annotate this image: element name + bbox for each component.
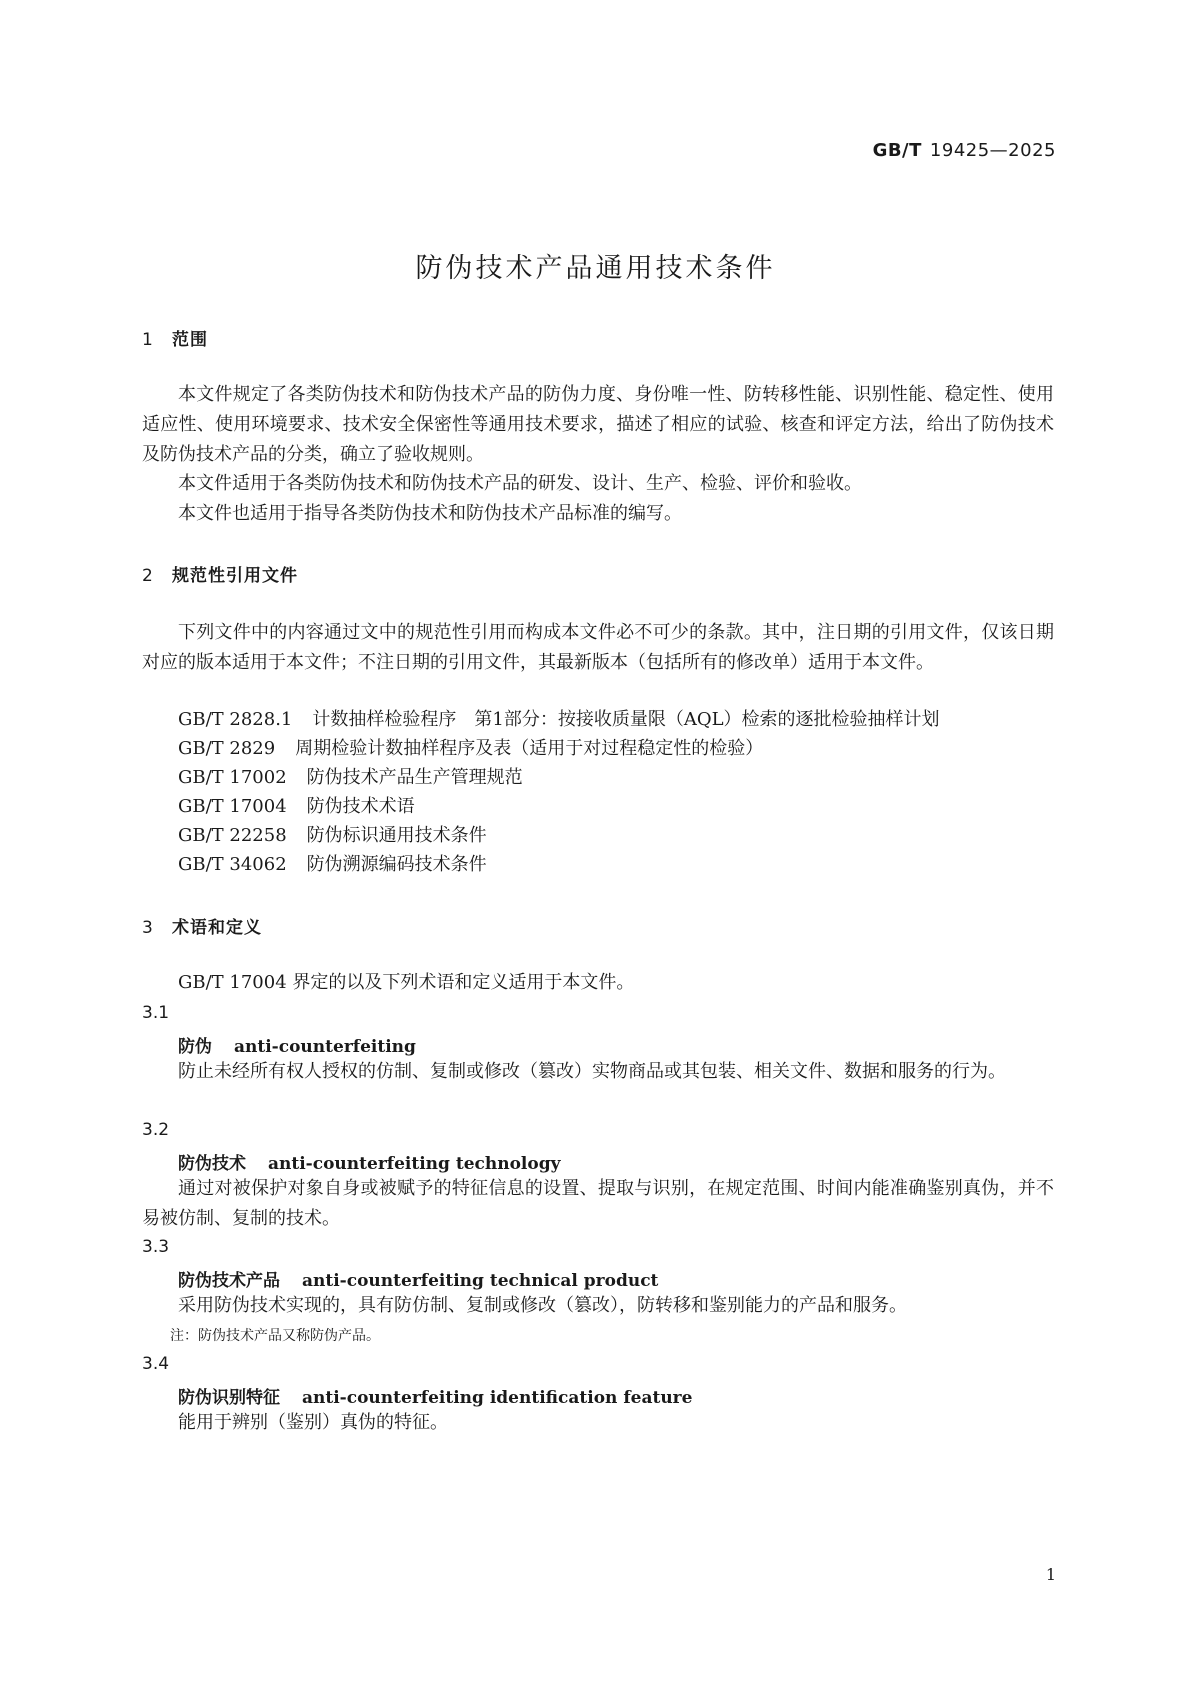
page-number: 1 xyxy=(1045,1565,1056,1584)
term-chinese: 防伪技术 xyxy=(178,1154,246,1174)
section-number: 2 xyxy=(142,566,154,586)
section-1-paragraph-2: 本文件适用于各类防伪技术和防伪技术产品的研发、设计、生产、检验、评价和验收。 xyxy=(178,473,862,494)
term-entry xyxy=(178,1149,560,1174)
reference-item xyxy=(178,821,487,851)
section-2-heading xyxy=(142,561,298,586)
reference-code: GB/T 22258 xyxy=(178,825,287,846)
term-note: 注：防伪技术产品又称防伪产品。 xyxy=(170,1328,380,1344)
section-1-paragraph-1: 本文件规定了各类防伪技术和防伪技术产品的防伪力度、身份唯一性、防转移性能、识别性能、稳定性、使用适应性、使用环境要求、技术安全保密性等通用技术要求，描述了相应的试验、核查和评定方法，给出了防伪技术及防伪技术产品的分类，确立了验收规则。 xyxy=(142,384,1054,465)
reference-item xyxy=(178,705,940,735)
section-title: 范围 xyxy=(172,330,208,350)
reference-item xyxy=(178,734,763,764)
reference-title: 防伪标识通用技术条件 xyxy=(306,825,487,846)
section-3-intro: GB/T 17004 界定的以及下列术语和定义适用于本文件。 xyxy=(178,972,635,993)
term-number: 3.4 xyxy=(142,1354,170,1374)
section-3-heading xyxy=(142,913,262,938)
term-chinese: 防伪识别特征 xyxy=(178,1388,280,1408)
reference-item xyxy=(178,763,523,793)
term-english: anti-counterfeiting technology xyxy=(268,1154,561,1174)
term-english: anti-counterfeiting identification feature xyxy=(302,1388,693,1408)
term-number: 3.3 xyxy=(142,1237,170,1257)
section-number: 3 xyxy=(142,918,154,938)
section-title: 术语和定义 xyxy=(172,918,262,938)
standard-code-number: 19425—2025 xyxy=(929,140,1056,161)
reference-item xyxy=(178,792,415,822)
term-entry xyxy=(178,1266,658,1291)
term-definition: 通过对被保护对象自身或被赋予的特征信息的设置、提取与识别，在规定范围、时间内能准确鉴别真伪，并不易被仿制、复制的技术。 xyxy=(142,1178,1054,1229)
section-1-heading xyxy=(142,325,208,350)
reference-title: 防伪技术术语 xyxy=(306,796,415,817)
reference-code: GB/T 2829 xyxy=(178,738,276,759)
document-title: 防伪技术产品通用技术条件 xyxy=(415,253,776,284)
reference-code: GB/T 17002 xyxy=(178,767,287,788)
reference-code: GB/T 2828.1 xyxy=(178,709,293,730)
reference-code: GB/T 17004 xyxy=(178,796,287,817)
section-title: 规范性引用文件 xyxy=(172,566,298,586)
reference-code: GB/T 34062 xyxy=(178,854,287,875)
standard-code-prefix: GB/T xyxy=(872,140,922,161)
reference-title: 防伪技术产品生产管理规范 xyxy=(306,767,523,788)
term-definition: 能用于辨别（鉴别）真伪的特征。 xyxy=(178,1412,448,1433)
term-number: 3.1 xyxy=(142,1003,170,1023)
term-chinese: 防伪技术产品 xyxy=(178,1271,280,1291)
term-english: anti-counterfeiting technical product xyxy=(302,1271,659,1291)
reference-title: 周期检验计数抽样程序及表（适用于对过程稳定性的检验） xyxy=(295,738,764,759)
section-2-intro: 下列文件中的内容通过文中的规范性引用而构成本文件必不可少的条款。其中，注日期的引用文件，仅该日期对应的版本适用于本文件；不注日期的引用文件，其最新版本（包括所有的修改单）适用于本文件。 xyxy=(142,622,1054,673)
term-entry xyxy=(178,1032,416,1057)
reference-title: 防伪溯源编码技术条件 xyxy=(306,854,487,875)
reference-item xyxy=(178,850,487,880)
term-chinese: 防伪 xyxy=(178,1037,212,1057)
reference-title: 计数抽样检验程序 第1部分：按接收质量限（AQL）检索的逐批检验抽样计划 xyxy=(312,709,940,730)
term-number: 3.2 xyxy=(142,1120,170,1140)
term-entry xyxy=(178,1383,692,1408)
term-definition: 防止未经所有权人授权的仿制、复制或修改（篡改）实物商品或其包装、相关文件、数据和服务的行为。 xyxy=(178,1061,1006,1082)
section-1-paragraph-3: 本文件也适用于指导各类防伪技术和防伪技术产品标准的编写。 xyxy=(178,503,682,524)
standard-code xyxy=(873,140,1056,161)
section-number: 1 xyxy=(142,330,154,350)
term-english: anti-counterfeiting xyxy=(234,1037,416,1057)
term-definition: 采用防伪技术实现的，具有防仿制、复制或修改（篡改），防转移和鉴别能力的产品和服务。 xyxy=(178,1295,907,1316)
